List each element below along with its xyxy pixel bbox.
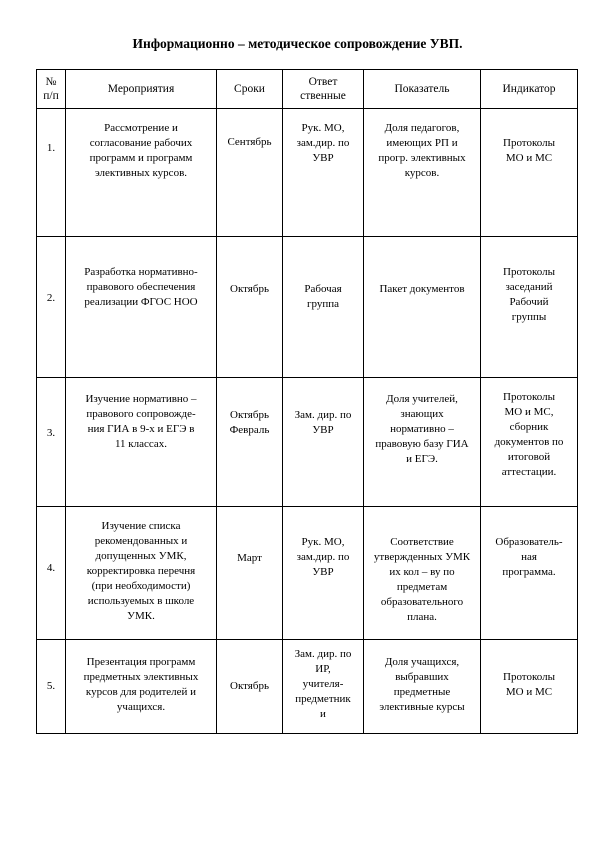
cell-indicator: Протоколы МО и МС, сборник документов по итоговой аттестации. — [481, 378, 578, 507]
table-row — [37, 237, 578, 378]
cell-event: Презентация программ предметных элективных курсов для родителей и учащихся. — [66, 640, 217, 734]
cell-event: Разработка нормативно- правового обеспечения реализации ФГОС НОО — [66, 237, 217, 378]
header-responsible: Ответ ственные — [283, 70, 364, 109]
cell-responsible: Зам. дир. по ИР, учителя- предметник и — [283, 640, 364, 734]
header-indicator-value: Показатель — [364, 70, 481, 109]
table-row — [37, 378, 578, 507]
cell-responsible: Рук. МО, зам.дир. по УВР — [283, 109, 364, 237]
cell-indicator-value: Доля учителей, знающих нормативно – правовую базу ГИА и ЕГЭ. — [364, 378, 481, 507]
cell-num: 1. — [37, 109, 66, 237]
cell-indicator: Протоколы МО и МС — [481, 640, 578, 734]
cell-responsible: Рабочая группа — [283, 237, 364, 378]
cell-num: 3. — [37, 378, 66, 507]
cell-indicator-value: Соответствие утвержденных УМК их кол – ву по предметам образовательного плана. — [364, 507, 481, 640]
table-header-row — [37, 70, 578, 109]
cell-dates: Октябрь Февраль — [217, 378, 283, 507]
header-event: Мероприятия — [66, 70, 217, 109]
page-title: Информационно – методическое сопровождение УВП. — [132, 36, 463, 51]
cell-dates: Октябрь — [217, 237, 283, 378]
table-row — [37, 507, 578, 640]
table-row — [37, 640, 578, 734]
cell-dates: Октябрь — [217, 640, 283, 734]
cell-indicator-value: Доля педагогов, имеющих РП и прогр. элективных курсов. — [364, 109, 481, 237]
header-dates: Сроки — [217, 70, 283, 109]
cell-dates: Март — [217, 507, 283, 640]
cell-event: Изучение нормативно – правового сопровожде- ния ГИА в 9-х и ЕГЭ в 11 классах. — [66, 378, 217, 507]
cell-indicator: Протоколы МО и МС — [481, 109, 578, 237]
header-indicator: Индикатор — [481, 70, 578, 109]
cell-dates: Сентябрь — [217, 109, 283, 237]
cell-num: 4. — [37, 507, 66, 640]
cell-responsible: Рук. МО, зам.дир. по УВР — [283, 507, 364, 640]
header-num: № п/п — [37, 70, 66, 109]
support-plan-table — [36, 69, 578, 734]
cell-indicator-value: Пакет документов — [364, 237, 481, 378]
cell-num: 5. — [37, 640, 66, 734]
cell-responsible: Зам. дир. по УВР — [283, 378, 364, 507]
cell-event: Изучение списка рекомендованных и допущенных УМК, корректировка перечня (при необходимости) используемых в школе УМК. — [66, 507, 217, 640]
table-row — [37, 109, 578, 237]
cell-num: 2. — [37, 237, 66, 378]
cell-event: Рассмотрение и согласование рабочих программ и программ элективных курсов. — [66, 109, 217, 237]
cell-indicator-value: Доля учащихся, выбравших предметные элективные курсы — [364, 640, 481, 734]
cell-indicator: Протоколы заседаний Рабочий группы — [481, 237, 578, 378]
cell-indicator: Образователь- ная программа. — [481, 507, 578, 640]
